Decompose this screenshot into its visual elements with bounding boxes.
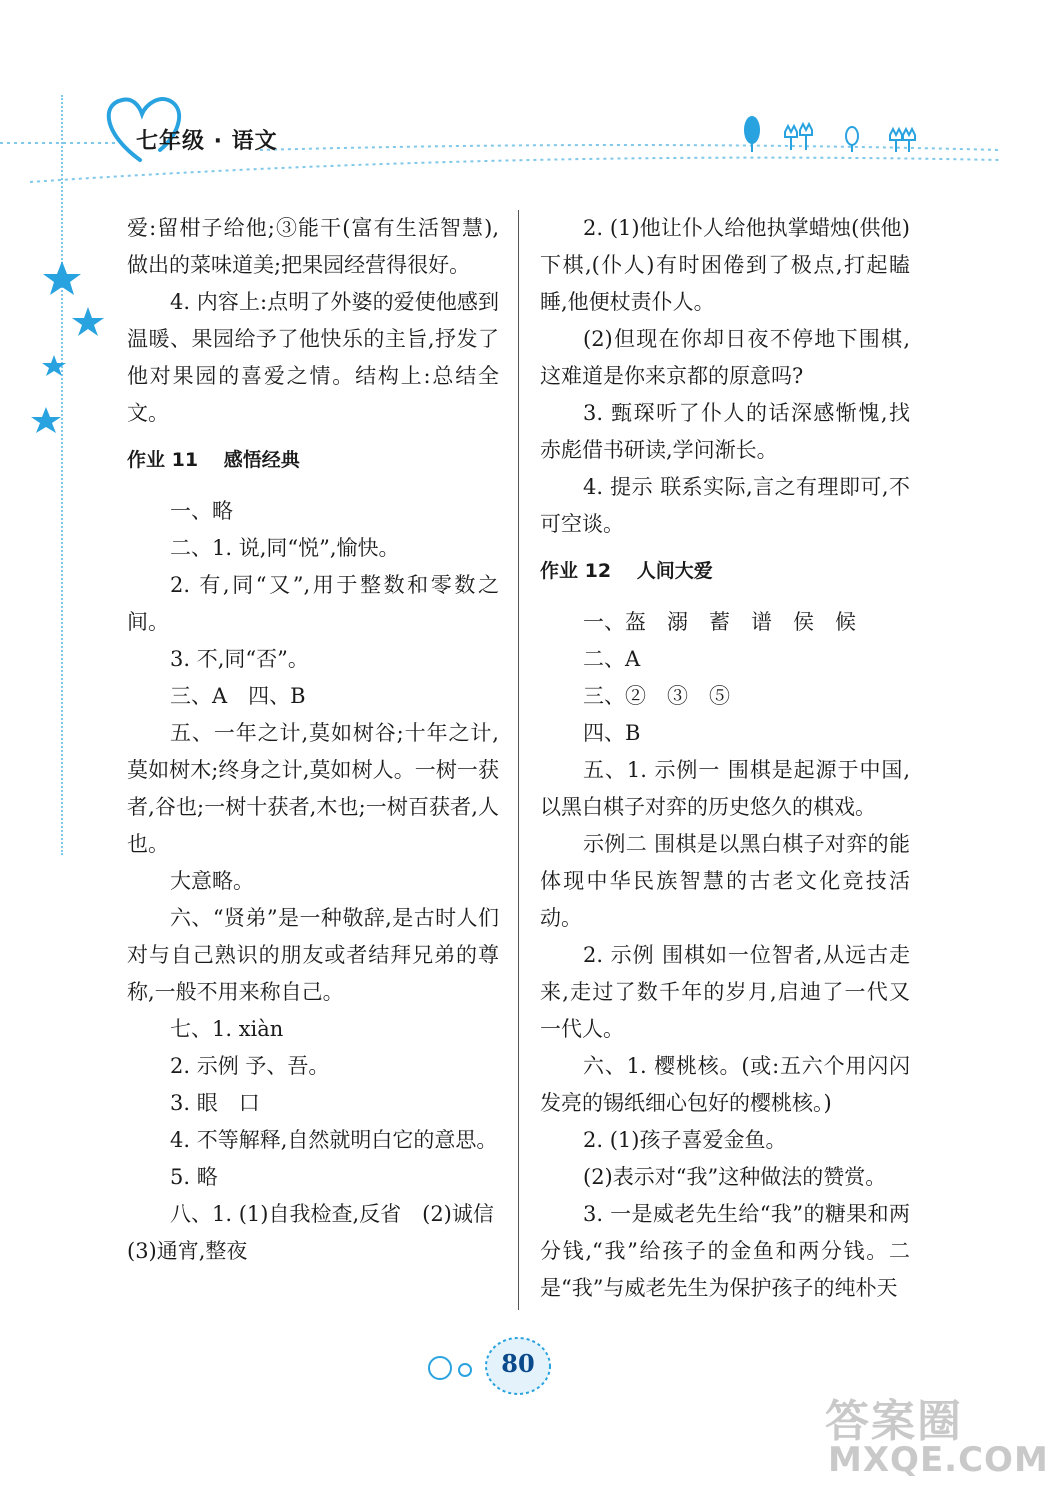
answer-paragraph: 四、B — [583, 721, 641, 745]
watermark — [820, 1385, 1049, 1485]
answer-paragraph: 4. 提示 联系实际,言之有理即可,不可空谈。 — [540, 475, 910, 536]
answer-paragraph: 三、② ③ ⑤ — [583, 684, 730, 708]
answer-paragraph: 示例二 围棋是以黑白棋子对弈的能体现中华民族智慧的古老文化竞技活动。 — [540, 832, 910, 930]
column-divider — [518, 210, 519, 1310]
answer-paragraph: (3)通宵,整夜 — [127, 1239, 248, 1263]
answer-paragraph: 4. 内容上:点明了外婆的爱使他感到温暖、果园给予了他快乐的主旨,抒发了他对果园的喜爱之情。结构上:总结全文。 — [127, 290, 499, 425]
left-column — [127, 210, 499, 1270]
page-title: 七年级 · 语文 — [136, 129, 278, 154]
answer-paragraph: 2. 示例 予、吾。 — [170, 1054, 330, 1078]
watermark-url: MXQE.COM — [828, 1440, 1049, 1480]
answer-paragraph: 一、盔 溺 蓄 谱 侯 候 — [583, 610, 856, 634]
answer-paragraph: 大意略。 — [170, 869, 254, 893]
watermark-logo-text: 答案圈 — [825, 1396, 963, 1447]
answer-paragraph: 五、一年之计,莫如树谷;十年之计,莫如树木;终身之计,莫如树人。一树一获者,谷也;一树十获者,木也;一树百获者,人也。 — [127, 721, 499, 856]
answer-paragraph: 2. (1)孩子喜爱金鱼。 — [583, 1128, 787, 1152]
answer-paragraph: 六、“贤弟”是一种敬辞,是古时人们对与自己熟识的朋友或者结拜兄弟的尊称,一般不用来称自己。 — [127, 906, 499, 1004]
answer-paragraph: (2)表示对“我”这种做法的赞赏。 — [583, 1165, 887, 1189]
star-icon — [42, 355, 66, 376]
answer-paragraph: 3. 一是威老先生给“我”的糖果和两分钱,“我”给孩子的金鱼和两分钱。二是“我”与威老先生为保护孩子的纯朴天 — [540, 1202, 910, 1300]
section-heading-title: 人间大爱 — [636, 560, 713, 582]
answer-paragraph: 3. 不,同“否”。 — [170, 647, 309, 671]
margin-dotted-rule — [61, 95, 63, 855]
answer-paragraph: 爱:留柑子给他;③能干(富有生活智慧),做出的菜味道美;把果园经营得很好。 — [127, 216, 499, 277]
answer-paragraph: 二、1. 说,同“悦”,愉快。 — [170, 536, 400, 560]
star-icon — [43, 261, 81, 295]
flower-decoration-icon — [745, 117, 915, 152]
answer-paragraph: 2. 有,同“又”,用于整数和零数之间。 — [127, 573, 499, 634]
page-footer — [420, 1330, 580, 1410]
answer-paragraph: 六、1. 樱桃核。(或:五六个用闪闪发亮的锡纸细心包好的樱桃核。) — [540, 1054, 910, 1115]
header-decoration — [0, 0, 1000, 200]
section-heading-label: 作业 12 — [540, 560, 612, 582]
section-heading-label: 作业 11 — [127, 449, 199, 471]
stars-decoration — [30, 255, 110, 455]
answer-paragraph: 三、A 四、B — [170, 684, 306, 708]
section-heading — [127, 442, 499, 479]
answer-paragraph: 2. (1)他让仆人给他执掌蜡烛(供他)下棋,(仆人)有时困倦到了极点,打起瞌睡,他便杖责仆人。 — [540, 216, 910, 314]
right-column — [540, 210, 910, 1307]
answer-paragraph: 3. 甄琛听了仆人的话深感惭愧,找赤彪借书研读,学问渐长。 — [540, 401, 910, 462]
answer-paragraph: 二、A — [583, 647, 641, 671]
page-number: 80 — [501, 1349, 535, 1378]
star-icon — [31, 407, 61, 433]
answer-paragraph: (2)但现在你却日夜不停地下围棋,这难道是你来京都的原意吗? — [540, 327, 910, 388]
answer-paragraph: 一、略 — [170, 499, 233, 523]
answer-paragraph: 5. 略 — [170, 1165, 218, 1189]
answer-paragraph: 3. 眼 口 — [170, 1091, 260, 1115]
answer-paragraph: 八、1. (1)自我检查,反省 (2)诚信 — [170, 1202, 494, 1226]
answer-paragraph: 4. 不等解释,自然就明白它的意思。 — [170, 1128, 498, 1152]
star-icon — [72, 307, 104, 336]
section-heading — [540, 553, 910, 590]
section-heading-title: 感悟经典 — [223, 449, 300, 471]
page-header — [0, 0, 1000, 200]
answer-paragraph: 七、1. xiàn — [170, 1017, 284, 1041]
answer-paragraph: 五、1. 示例一 围棋是起源于中国,以黑白棋子对弈的历史悠久的棋戏。 — [540, 758, 910, 819]
answer-paragraph: 2. 示例 围棋如一位智者,从远古走来,走过了数千年的岁月,启迪了一代又一代人。 — [540, 943, 910, 1041]
